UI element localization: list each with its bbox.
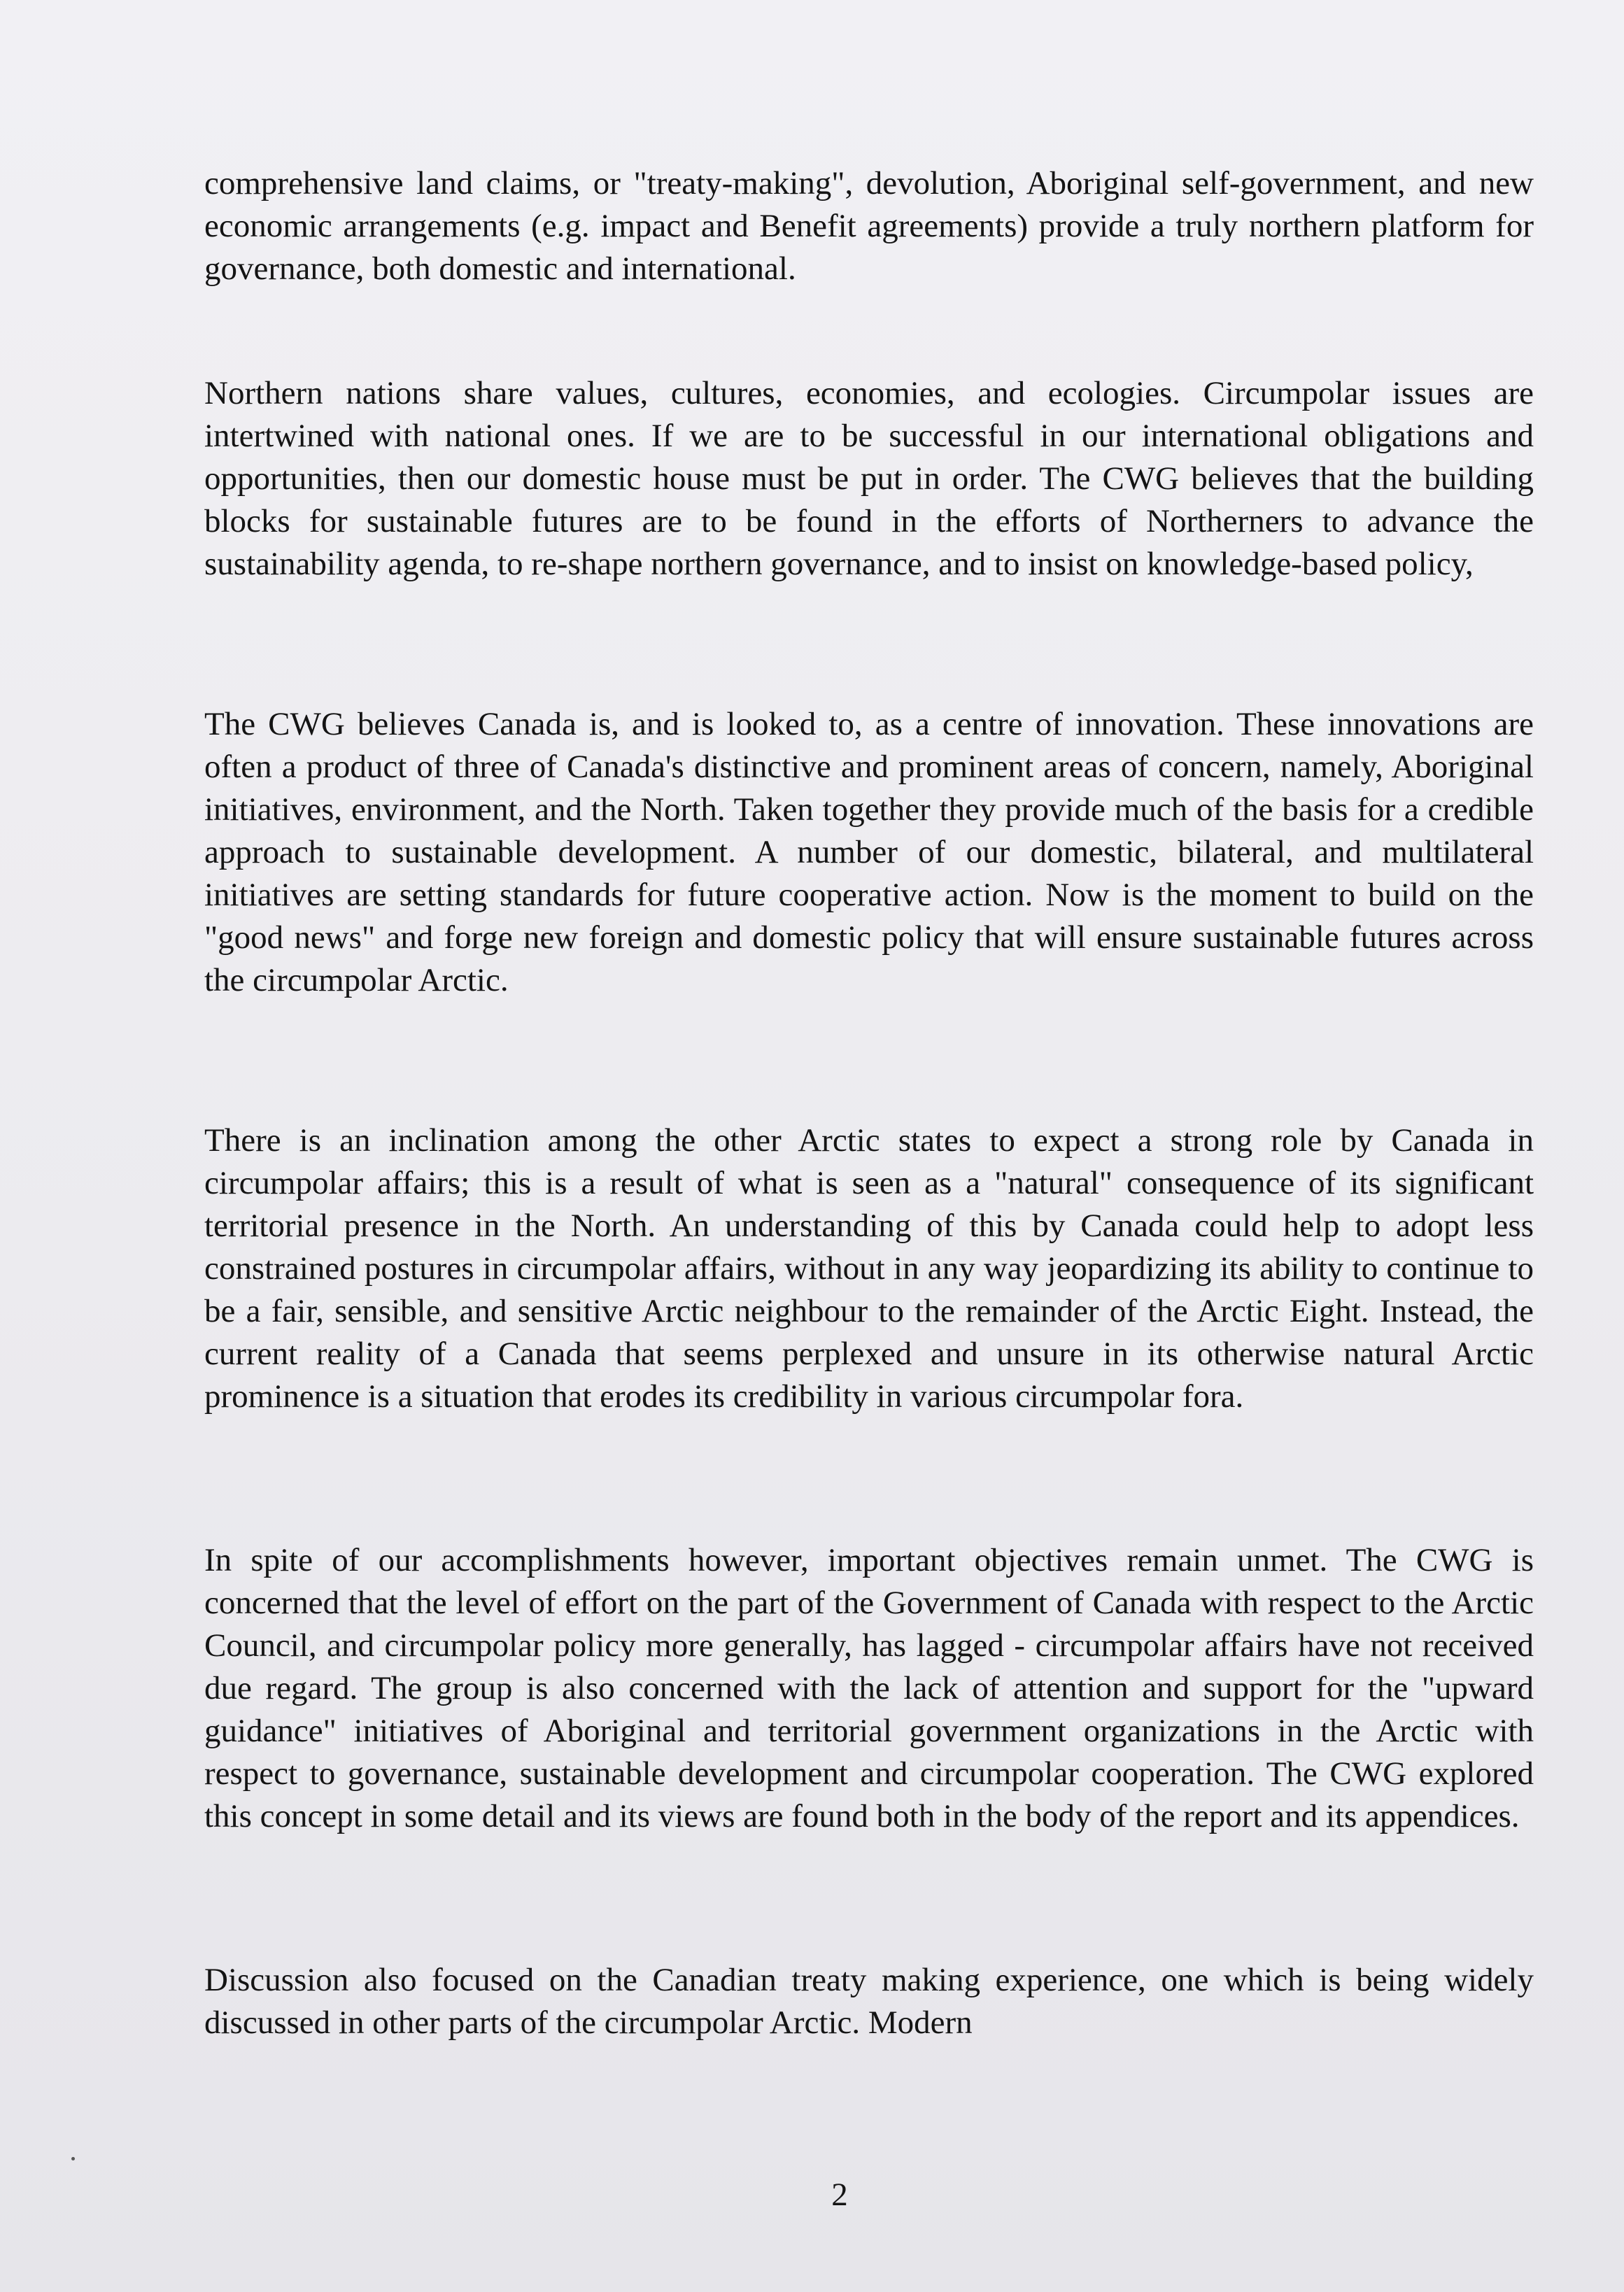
paragraph-northern-nations: Northern nations share values, cultures, economies, and ecologies. Circumpolar issues are intertwined with national ones. If we are to be successful in our international obligations and opportunities, then our domestic house must be put in order. The CWG believes that the building blocks for sustainable futures are to be found in the efforts of Northerners to advance the sustainability agenda, to re-shape northern governance, and to insist on knowledge-based policy, bbox=[204, 375, 1534, 582]
paragraph-objectives-unmet: In spite of our accomplishments however, important objectives remain unmet. The CWG is concerned that the level of effort on the part of the Government of Canada with respect to the Arctic Council, and circumpolar policy more generally, has lagged - circumpolar affairs have not received due regard. The group is also concerned with the lack of attention and support for the "upward guidance" initiatives of Aboriginal and territorial government organizations in the Arctic with respect to governance, sustainable development and circumpolar cooperation. The CWG explored this concept in some detail and its views are found both in the body of the report and its appendices. bbox=[204, 1542, 1534, 1834]
paragraph-canada-innovation: The CWG believes Canada is, and is looked to, as a centre of innovation. These innovations are often a product of three of Canada's distinctive and prominent areas of concern, namely, Aboriginal initiatives, environment, and the North. Taken together they provide much of the basis for a credible approach to sustainable development. A number of our domestic, bilateral, and multilateral initiatives are setting standards for future cooperative action. Now is the moment to build on the "good news" and forge new foreign and domestic policy that will ensure sustainable futures across the circumpolar Arctic. bbox=[204, 706, 1534, 998]
paragraph-land-claims: comprehensive land claims, or "treaty-making", devolution, Aboriginal self-government, and new economic arrangements (e.g. impact and Benefit agreements) provide a truly northern platform for governance, both domestic and international. bbox=[204, 165, 1534, 287]
paragraph-treaty-making: Discussion also focused on the Canadian treaty making experience, one which is being widely discussed in other parts of the circumpolar Arctic. Modern bbox=[204, 1962, 1534, 2041]
page-number: 2 bbox=[831, 2177, 848, 2213]
paragraph-arctic-states-role: There is an inclination among the other Arctic states to expect a strong role by Canada in circumpolar affairs; this is a result of what is seen as a "natural" consequence of its significant territorial presence in the North. An understanding of this by Canada could help to adopt less constrained postures in circumpolar affairs, without in any way jeopardizing its ability to continue to be a fair, sensible, and sensitive Arctic neighbour to the remainder of the Arctic Eight. Instead, the current reality of a Canada that seems perplexed and unsure in its otherwise natural Arctic prominence is a situation that erodes its credibility in various circumpolar fora. bbox=[204, 1122, 1534, 1415]
scan-speck bbox=[71, 2157, 75, 2160]
